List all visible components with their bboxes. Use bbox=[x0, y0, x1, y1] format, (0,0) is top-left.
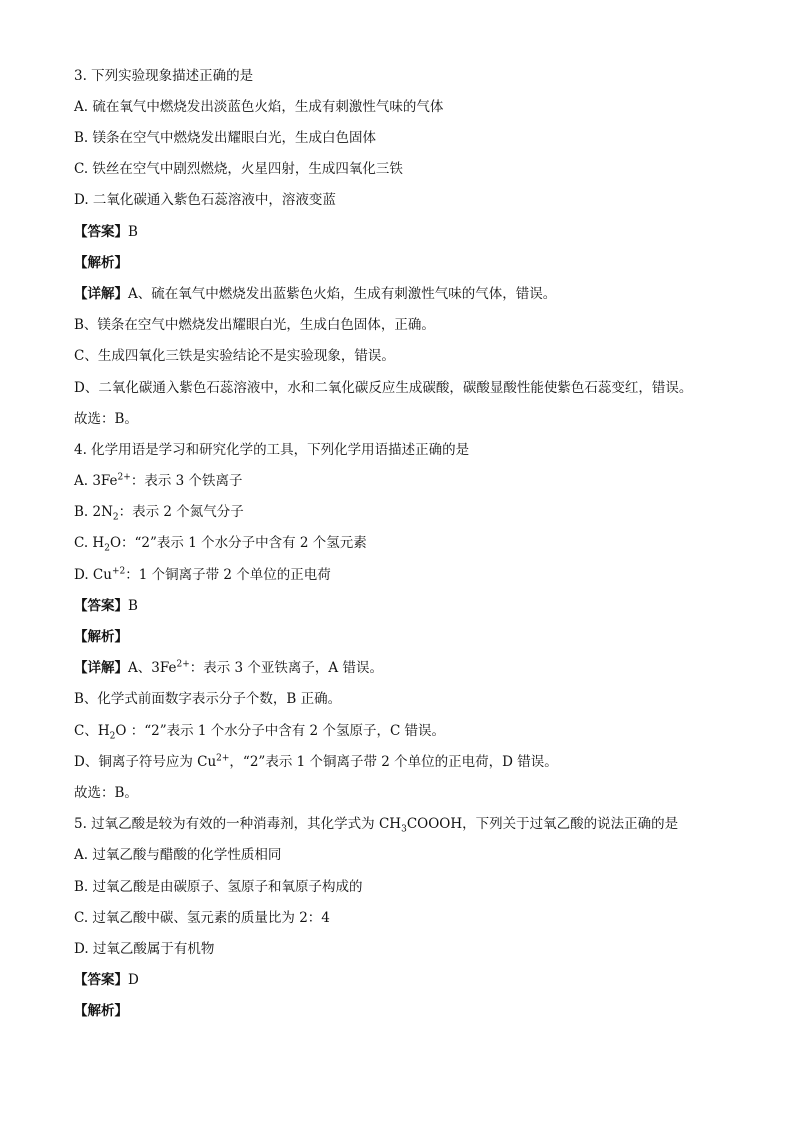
superscript: 2+ bbox=[216, 753, 230, 764]
option-text: C. H bbox=[74, 535, 105, 551]
superscript: 2+ bbox=[117, 472, 131, 483]
question-3-detail-d: D、二氧化碳通入紫色石蕊溶液中，水和二氧化碳反应生成碳酸，碳酸显酸性能使紫色石蕊变红，错误。 bbox=[74, 380, 693, 396]
question-3-detail-c: C、生成四氧化三铁是实验结论不是实验现象，错误。 bbox=[74, 348, 395, 364]
subscript: 3 bbox=[401, 824, 407, 835]
option-text: B. 2N bbox=[74, 504, 113, 520]
detail-tag: 【详解】 bbox=[74, 660, 128, 676]
answer-value: B bbox=[128, 598, 138, 614]
answer-tag: 【答案】 bbox=[74, 598, 128, 614]
question-4-detail-b: B、化学式前面数字表示分子个数，B 正确。 bbox=[74, 691, 342, 707]
detail-text: O ：“2”表示 1 个水分子中含有 2 个氢原子，C 错误。 bbox=[115, 723, 446, 739]
question-4-option-a bbox=[74, 471, 243, 491]
question-4-stem: 4. 化学用语是学习和研究化学的工具，下列化学用语描述正确的是 bbox=[74, 442, 470, 458]
detail-text: ：表示 3 个亚铁离子，A 错误。 bbox=[189, 660, 383, 676]
question-3-answer bbox=[74, 222, 138, 242]
question-3-option-a: A. 硫在氧气中燃烧发出淡蓝色火焰，生成有刺激性气味的气体 bbox=[74, 99, 444, 115]
stem-text: 5. 过氧乙酸是较为有效的一种消毒剂，其化学式为 CH bbox=[74, 816, 402, 832]
question-4-option-d bbox=[74, 565, 331, 585]
question-4-option-b bbox=[74, 502, 244, 522]
question-5-option-a: A. 过氧乙酸与醋酸的化学性质相同 bbox=[74, 847, 282, 863]
superscript: +2 bbox=[111, 566, 126, 577]
question-4-option-c bbox=[74, 533, 367, 553]
question-5-option-b: B. 过氧乙酸是由碳原子、氢原子和氧原子构成的 bbox=[74, 879, 363, 895]
analysis-tag: 【解析】 bbox=[74, 255, 128, 271]
question-5-answer bbox=[74, 970, 139, 990]
detail-text: C、H bbox=[74, 723, 110, 739]
question-3-conclusion: 故选：B。 bbox=[74, 411, 138, 427]
detail-text: D、铜离子符号应为 Cu bbox=[74, 754, 217, 770]
stem-text: COOOH，下列关于过氧乙酸的说法正确的是 bbox=[406, 816, 679, 832]
question-5-option-c: C. 过氧乙酸中碳、氢元素的质量比为 2：4 bbox=[74, 910, 330, 926]
question-4-analysis-heading bbox=[74, 627, 128, 647]
question-5-option-d: D. 过氧乙酸属于有机物 bbox=[74, 941, 215, 957]
detail-text: A、3Fe bbox=[128, 660, 177, 676]
option-text: D. Cu bbox=[74, 567, 112, 583]
option-text: ：1 个铜离子带 2 个单位的正电荷 bbox=[125, 567, 331, 583]
question-3-detail-b: B、镁条在空气中燃烧发出耀眼白光，生成白色固体，正确。 bbox=[74, 317, 435, 333]
question-3-stem: 3. 下列实验现象描述正确的是 bbox=[74, 68, 254, 84]
answer-value: D bbox=[128, 972, 139, 988]
subscript: 2 bbox=[112, 512, 119, 523]
detail-tag: 【详解】 bbox=[74, 286, 128, 302]
subscript: 2 bbox=[104, 543, 110, 554]
question-3-option-c: C. 铁丝在空气中剧烈燃烧，火星四射，生成四氧化三铁 bbox=[74, 161, 403, 177]
option-text: ：表示 3 个铁离子 bbox=[130, 473, 243, 489]
question-3-detail-a bbox=[74, 284, 556, 304]
question-3-option-d: D. 二氧化碳通入紫色石蕊溶液中，溶液变蓝 bbox=[74, 192, 336, 208]
analysis-tag: 【解析】 bbox=[74, 1003, 128, 1019]
answer-tag: 【答案】 bbox=[74, 972, 128, 988]
detail-text: ，“2”表示 1 个铜离子带 2 个单位的正电荷，D 错误。 bbox=[229, 754, 558, 770]
option-text: O bbox=[109, 535, 122, 551]
detail-text: A、硫在氧气中燃烧发出蓝紫色火焰，生成有刺激性气味的气体，错误。 bbox=[128, 286, 557, 302]
question-4-detail-a bbox=[74, 658, 383, 678]
question-5-stem bbox=[74, 814, 678, 834]
superscript: 2+ bbox=[176, 659, 190, 670]
option-text: ：表示 2 个氮气分子 bbox=[118, 504, 244, 520]
answer-value: B bbox=[128, 224, 138, 240]
question-3-option-b: B. 镁条在空气中燃烧发出耀眼白光，生成白色固体 bbox=[74, 130, 377, 146]
question-4-answer bbox=[74, 596, 138, 616]
question-4-conclusion: 故选：B。 bbox=[74, 785, 138, 801]
answer-tag: 【答案】 bbox=[74, 224, 128, 240]
subscript: 2 bbox=[109, 731, 116, 742]
question-3-analysis-heading bbox=[74, 253, 128, 273]
option-text: A. 3Fe bbox=[74, 473, 118, 489]
question-5-analysis-heading bbox=[74, 1001, 128, 1021]
question-4-detail-c bbox=[74, 721, 445, 741]
option-text: ：“2”表示 1 个水分子中含有 2 个氢元素 bbox=[121, 535, 367, 551]
analysis-tag: 【解析】 bbox=[74, 629, 128, 645]
question-4-detail-d bbox=[74, 752, 558, 772]
